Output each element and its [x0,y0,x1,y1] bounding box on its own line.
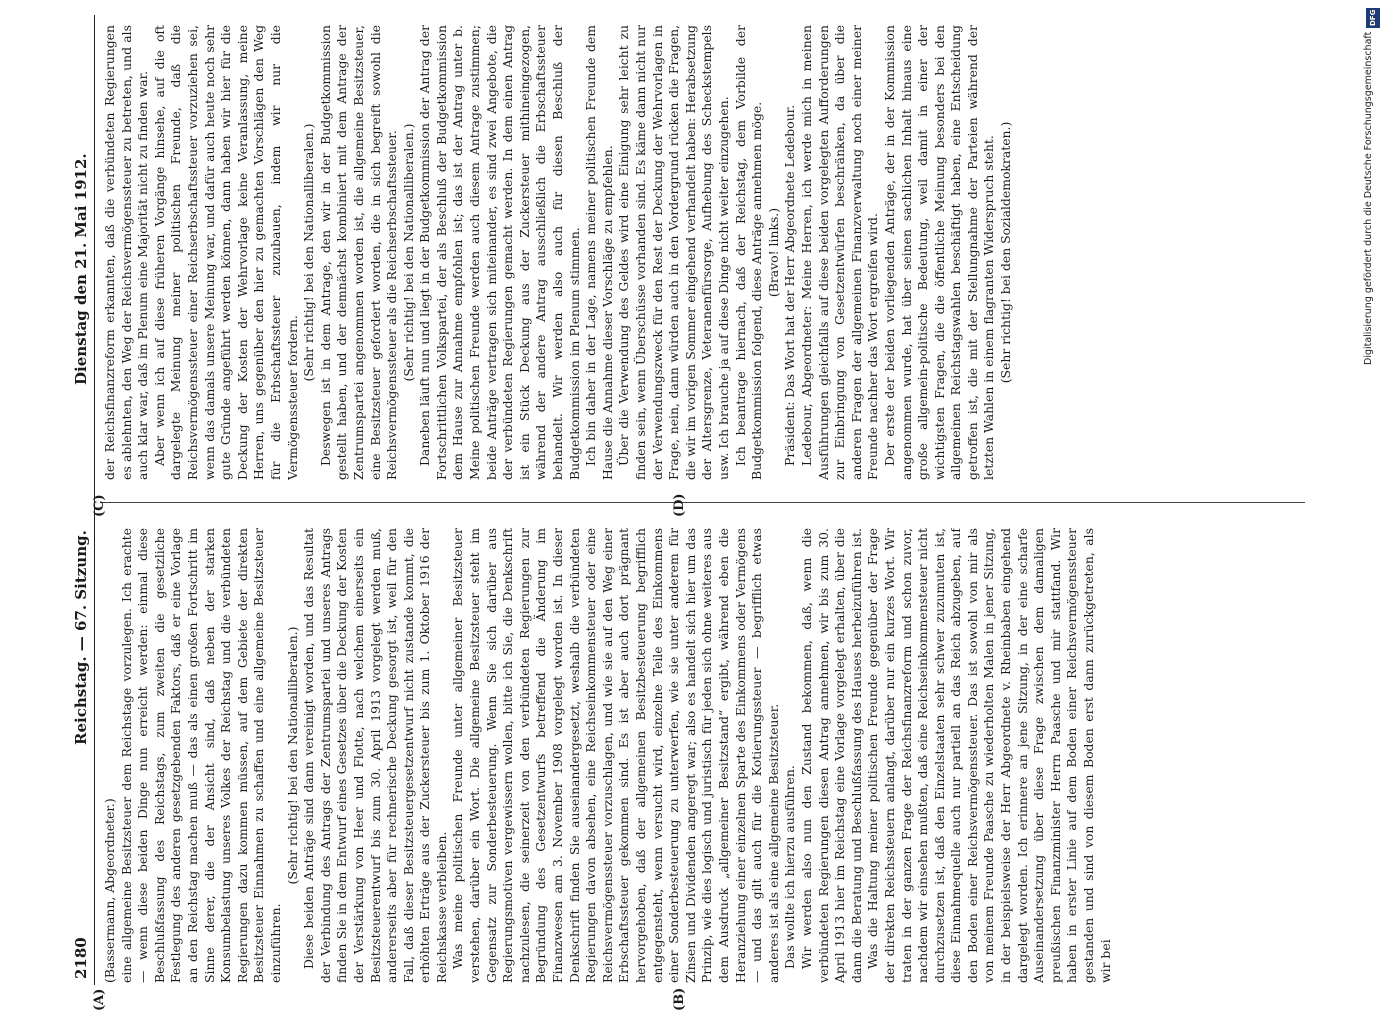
right-column [102,25,1302,480]
paragraph: Deswegen ist in dem Antrage, den wir in der Budgetkommission gestellt haben, und der demnächst kombiniert mit dem Antrage der Zentrumspartei angenommen worden ist, die allgemeine Besitzsteuer, eine Besitzsteuer gefordert worden, die in sich begreift sowohl die Reichsvermögenssteuer als die Reichserbschaftssteuer. [317,25,400,480]
column-separator [100,502,1305,503]
paragraph: Daneben läuft nun und liegt in der Budgetkommission der Antrag der Fortschrittlichen Volkspartei, der als Beschluß der Budgetkommission dem Hause zur Annahme empfohlen ist; das ist der Antrag unter b. Meine politischen Freunde werden auch diesem Antrage zustimmen; beide Anträge vertragen sich miteinander, es sind zwei Angebote, die der verbündeten Regierungen gemacht werden. In dem einen Antrag ist ein Stück Deckung aus der Zuckersteuer mithineingezogen, während der andere Antrag ausschließlich die Erbschaftssteuer behandelt. Wir werden also auch für diesen Beschluß der Budgetkommission im Plenum stimmen. [417,25,582,480]
interjection: (Sehr richtig! bei den Nationalliberalen.) [284,626,300,885]
margin-marker-b: (B) [672,987,687,1011]
paragraph: Wir werden also nun den Zustand bekommen, daß, wenn die verbündeten Regierungen diesen Antrag annehmen, wir bis zum 30. April 1913 hier im Reichstag eine Vorlage vorgelegt erhalten, über die dann die Beratung und Beschlußfassung des Hauses herbeizuführen ist. [798,528,864,983]
dfg-logo-icon: DFG [1366,8,1380,28]
paragraph: Diese beiden Anträge sind dann vereinigt worden, und das Resultat der Verbindung des Antrags der Zentrumspartei und unseres Antrags finden Sie in dem Entwurf eines Gesetzes über die Deckung der Kosten der Verstärkung von Heer und Flotte, nach welchem einerseits ein Besitzsteuerentwurf bis zum 30. April 1913 vorgelegt werden muß, andererseits aber für rechnerische Deckung gesorgt ist, weil für den Fall, daß dieser Besitzsteuergesetzentwurf nicht zustande kommt, die erhöhten Erträge aus der Zuckersteuer bis zum 1. Oktober 1916 der Reichskasse verbleiben. [301,528,449,983]
paragraph: Ich bin daher in der Lage, namens meiner politischen Freunde dem Hause die Annahme dieser Vorschläge zu empfehlen. [583,25,615,480]
president-paragraph: Präsident: Das Wort hat der Herr Abgeordnete Ledebour. [782,104,798,466]
page-header [72,15,92,985]
paragraph: Was meine politischen Freunde unter allgemeiner Besitzsteuer verstehen, darüber ein Wort. Die allgemeine Besitzsteuer steht im Gegensatz zur Sonderbesteuerung. Wenn Sie sich darüber aus Regierungsmotiven vergewissern wollen, bitte ich Sie, die Denkschrift nachzulesen, die seinerzeit von den verbündeten Regierungen zur Begründung des Gesetzentwurfs betreffend die Änderung im Finanzwesen am 3. November 1908 vorgelegt worden ist. In dieser Denkschrift finden Sie auseinandergesetzt, weshalb die verbündeten Regierungen davon absehen, eine Reichseinkommensteuer oder eine Reichsvermögenssteuer vorzuschlagen, und wie sie auf den Weg einer Erbschaftssteuer gekommen sind. Es ist aber auch dort prägnant hervorgehoben, daß der allgemeinen Besitzbesteuerung begrifflich entgegensteht, wenn versucht wird, einzelne Teile des Einkommens einer Sonderbesteuerung zu unterwerfen, wie sie unter anderem für Zinsen und Dividenden angeregt war; also es handelt sich hier um das Prinzip, wie dies logisch und juristisch für jeden sich ohne weiteres aus dem Ausdruck „allgemeiner Besitzstand“ ergibt, während eben die Heranziehung einer einzelnen Sparte des Einkommens oder Vermögens — und das gilt auch für die Kotierungssteuer — begrifflich etwas anderes ist als eine allgemeine Besitzsteuer. [450,528,781,983]
rotated-newspaper-page [72,15,1312,1011]
margin-marker-a: (A) [92,988,107,1011]
paragraph: Ich beantrage hiernach, daß der Reichstag, dem Vorbilde der Budgetkommission folgend, diese Anträge annehmen möge. [732,25,765,480]
margin-marker-c: (C) [92,494,107,517]
interjection: (Sehr richtig! bei den Sozialdemokraten.) [998,121,1014,384]
interjection: (Bravo! links.) [765,207,781,298]
session-title: Reichstag. — 67. Sitzung. [72,530,90,745]
paragraph: Das wollte ich hierzu ausführen. [782,765,798,969]
paragraph: Aber wenn ich auf diese früheren Vorgänge hinsehe, auf die oft dargelegte Meinung meiner politischen Freunde, daß die Reichsvermögenssteuer einer Reichserbschaftssteuer vorzuziehen sei, wenn das damals unsere Meinung war, und dafür auch heute noch sehr gute Gründe angeführt werden können, dann haben wir hier für die Deckung der Kosten der Wehrvorlage keine Veranlassung, meine Herren, uns gegenüber den hier zu gemachten Vorschlägen den Weg für die Erbschaftssteuer zuzubauen, indem wir nur die Vermögenssteuer fordern. [151,25,300,480]
interjection: (Sehr richtig! bei den Nationalliberalen.) [301,123,317,382]
paragraph: eine allgemeine Besitzsteuer dem Reichstage vorzulegen. Ich erachte — wenn diese beiden Dinge nun erreicht werden: einmal diese Beschlußfassung des Reichstags, zum zweiten die gesetzliche Festlegung des anderen gesetzgebenden Faktors, daß er eine Vorlage an den Reichstag machen muß — das als einen großen Fortschritt im Sinne derer, die der Ansicht sind, daß neben der starken Konsumbelastung unseres Volkes der Reichstag und die verbündeten Regierungen dazu kommen müssen, auf dem Gebiete der direkten Besitzsteuer Einnahmen zu schaffen und eine allgemeine Besitzsteuer einzuführen. [118,528,283,983]
paragraph: Über die Verwendung des Geldes wird eine Einigung sehr leicht zu finden sein, wenn Überschüsse vorhanden sind. Es käme dann nicht nur der Verwendungszweck für den Rest der Deckung der Wehrvorlagen in Frage, nein, dann würden auch in den Vordergrund rücken die Fragen, die wir im vorigen Sommer eingehend verhandelt haben: Herabsetzung der Altersgrenze, Veteranenfürsorge, Aufhebung des Scheckstempels usw. Ich brauche ja auf diese Dinge nicht weiter einzugehen. [616,25,731,480]
dfg-credit-text: Digitalisierung gefördert durch die Deutsche Forschungsgemeinschaft [1363,32,1374,366]
speaker-label: (Bassermann, Abgeordneter.) [102,798,117,983]
left-column [102,528,1302,983]
page-number: 2180 [72,937,90,979]
paragraph: Der erste der beiden vorliegenden Anträge, der in der Kommission angenommen wurde, hat über seinen sachlichen Inhalt hinaus eine große allgemein-politische Bedeutung, weil damit in einer der wichtigsten Fragen, die die öffentliche Meinung besonders bei den allgemeinen Reichstagswahlen beschäftigt haben, eine Entscheidung getroffen ist, die mit der Stellungnahme der Parteien während der letzten Wahlen in einem flagranten Widerspruch steht. [881,25,997,480]
paragraph: Was die Haltung meiner politischen Freunde gegenüber der Frage der direkten Reichssteuern anlangt, darüber nur ein kurzes Wort. Wir traten in der ganzen Frage der Reichsfinanzreform und schon zuvor, nachdem wir einsehen mußten, daß eine Reichseinkommensteuer nicht durchzusetzen ist, daß den Einzelstaaten sehr schwer zuzumuten ist, diese Einnahmequelle auch nur partiell an das Reich abzugeben, auf den Boden einer Reichsvermögenssteuer. Das ist sowohl von mir als von meinem Freunde Paasche zu wiederholten Malen in jener Sitzung, in der beispielsweise der Herr Abgeordnete v. Rheinbaben eingehend dargelegt worden. Ich erinnere an jene Sitzung, in der eine scharfe Auseinandersetzung über diese Frage zwischen dem damaligen preußischen Finanzminister Herrn Paasche und mir stattfand. Wir haben in erster Linie auf dem Boden einer Reichsvermögenssteuer gestanden und sind von diesem Boden erst dann zurückgetreten, als wir bei [865,528,1113,983]
speaker-paragraph: Ledebour, Abgeordneter: Meine Herren, ich werde mich in meinen Ausführungen gleichfalls auf diese beiden vorgelegten Aufforderungen zur Einbringung von Gesetzentwürfen beschränken, da über die anderen Fragen der allgemeinen Finanzverwaltung noch einer meiner Freunde nachher das Wort ergreifen wird. [798,25,881,480]
margin-marker-d: (D) [672,493,687,517]
session-date: Dienstag den 21. Mai 1912. [72,153,90,385]
paragraph: der Reichsfinanzreform erkannten, daß die verbündeten Regierungen es ablehnten, den Weg der Reichsvermögenssteuer zu betreten, und als auch klar war, daß im Plenum eine Majorität nicht zu finden war. [102,25,151,480]
interjection: (Sehr richtig! bei den Nationalliberalen.) [400,123,416,382]
